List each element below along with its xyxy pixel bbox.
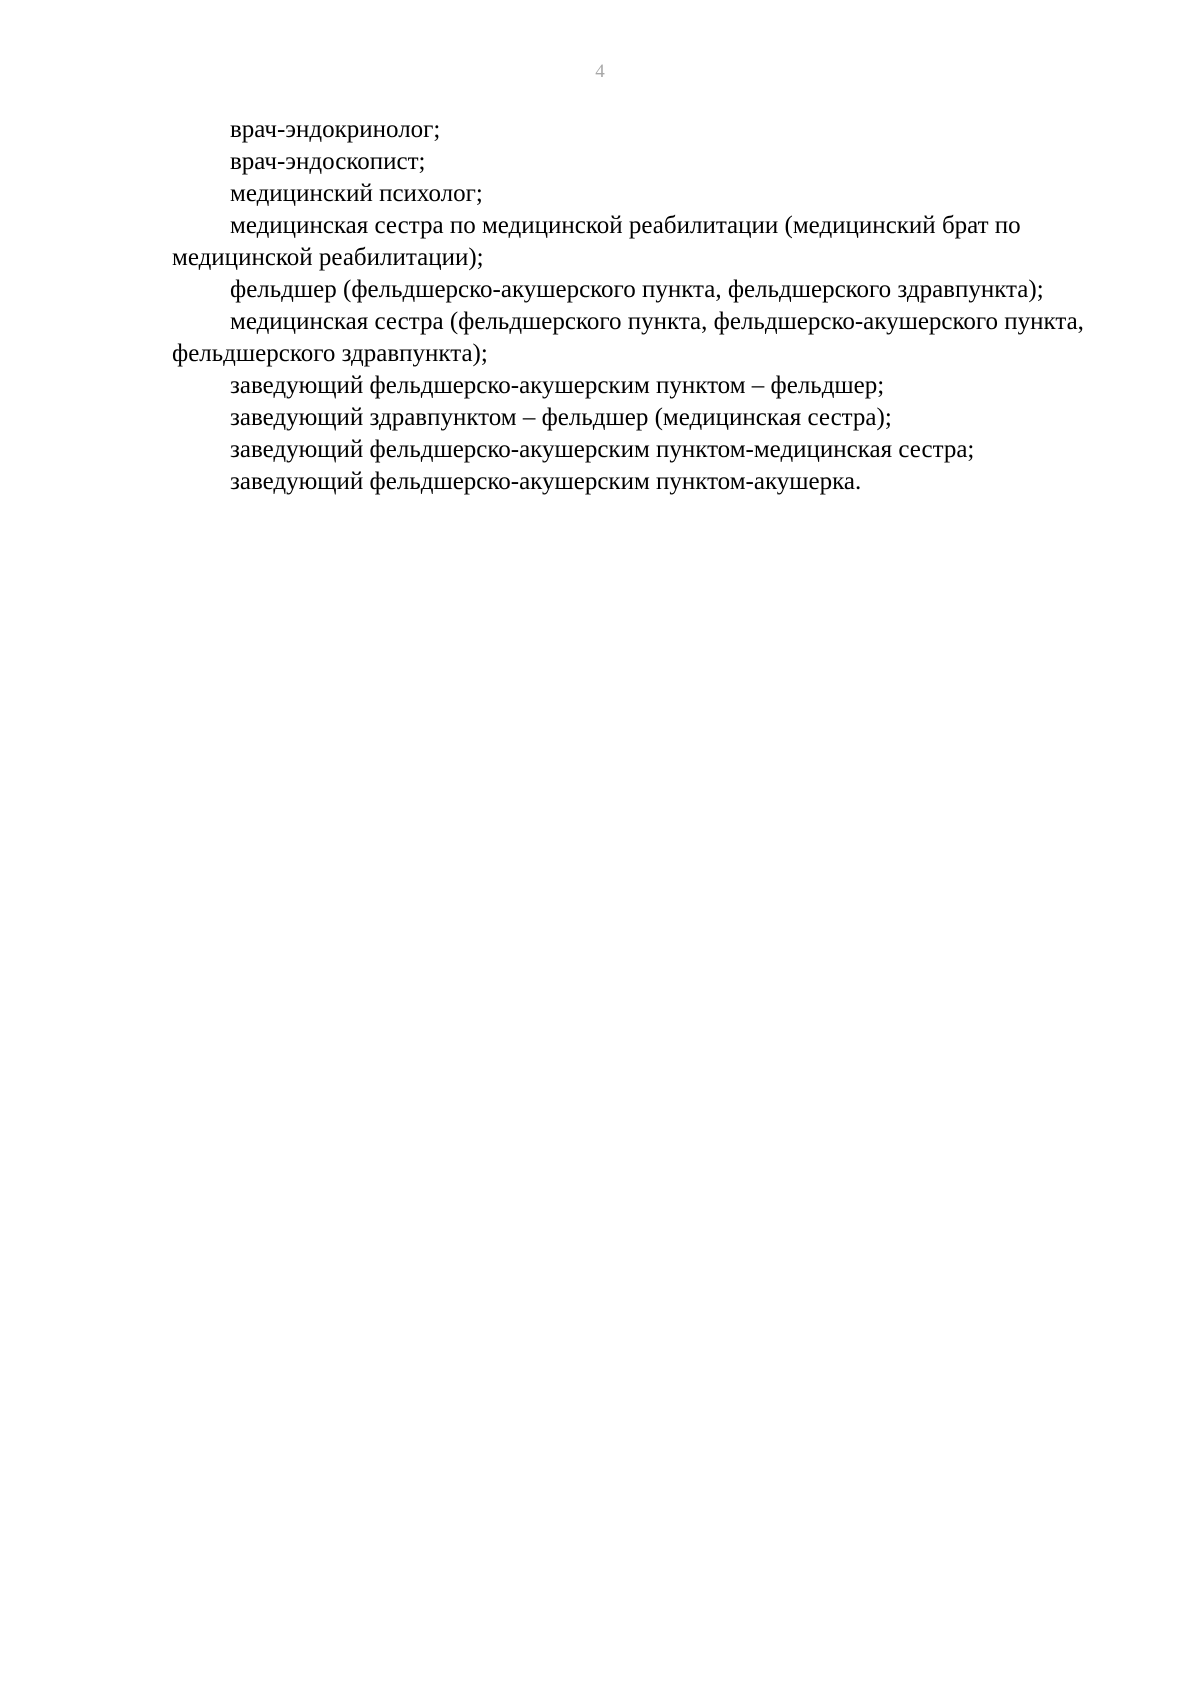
list-item: медицинский психолог; <box>230 180 483 207</box>
list-item: врач-эндокринолог; <box>230 116 441 143</box>
list-item: фельдшер (фельдшерско-акушерского пункта, фельдшерского здравпункта); <box>230 276 1044 303</box>
list-item: заведующий фельдшерско-акушерским пунктом-акушерка. <box>230 468 862 495</box>
list-item: медицинская сестра по медицинской реабилитации (медицинский брат по медицинской реабилитации); <box>172 212 1021 271</box>
list-item: врач-эндоскопист; <box>230 148 426 175</box>
list-item: заведующий фельдшерско-акушерским пунктом – фельдшер; <box>230 372 885 399</box>
list-item: заведующий фельдшерско-акушерским пунктом-медицинская сестра; <box>230 436 975 463</box>
position-list <box>172 114 1102 498</box>
list-item: медицинская сестра (фельдшерского пункта, фельдшерско-акушерского пункта, фельдшерского здравпункта); <box>172 308 1084 367</box>
list-item: заведующий здравпунктом – фельдшер (медицинская сестра); <box>230 404 892 431</box>
page-number: 4 <box>595 61 605 82</box>
